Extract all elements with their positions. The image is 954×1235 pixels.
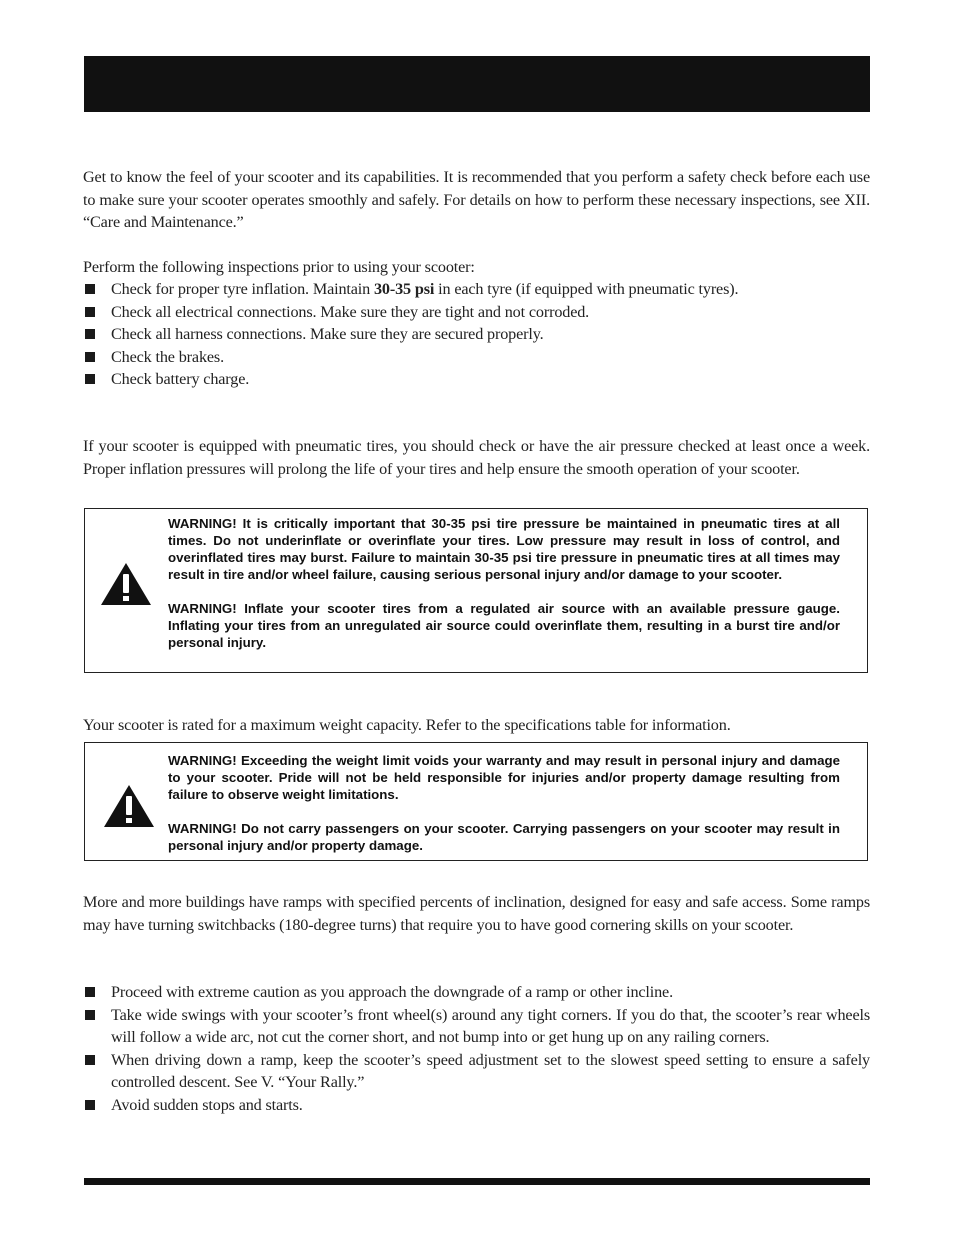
- header-bar: [84, 56, 870, 112]
- square-bullet-icon: [85, 284, 95, 294]
- list-item: Check battery charge.: [83, 368, 870, 391]
- weight-warning-text: [168, 752, 840, 854]
- warning-triangle-icon: [103, 783, 155, 829]
- square-bullet-icon: [85, 987, 95, 997]
- square-bullet-icon: [85, 352, 95, 362]
- inspection-list: [83, 278, 870, 391]
- ramps-paragraph: More and more buildings have ramps with specified percents of inclination, designed for easy and safe access. Some ramps may have turning switchbacks (180-degree turns) that require you to have good cornering skills on your scooter.: [83, 893, 870, 934]
- air-source-warning: WARNING! Inflate your scooter tires from a regulated air source with an available pressure gauge. Inflating your tires from an unregulated air source could overinflate them, resulting in a burst tire and/or personal injury.: [168, 601, 840, 650]
- passengers-warning: WARNING! Do not carry passengers on your scooter. Carrying passengers on your scooter may result in personal injury and/or property damage.: [168, 821, 840, 853]
- weight-capacity-paragraph: Your scooter is rated for a maximum weight capacity. Refer to the specifications table for information.: [83, 716, 731, 734]
- tire-pressure-paragraph: If your scooter is equipped with pneumatic tires, you should check or have the air pressure checked at least once a week. Proper inflation pressures will prolong the life of your tires and help ensure the smooth operation of your scooter.: [83, 437, 870, 478]
- list-item: Check for proper tyre inflation. Maintain 30-35 psi in each tyre (if equipped with pneumatic tyres).: [83, 278, 870, 301]
- inspections-lead: Perform the following inspections prior to using your scooter:: [83, 258, 475, 276]
- list-item: Check all electrical connections. Make sure they are tight and not corroded.: [83, 301, 870, 324]
- square-bullet-icon: [85, 329, 95, 339]
- pressure-value: 30-35 psi: [373, 280, 435, 298]
- list-item: Proceed with extreme caution as you approach the downgrade of a ramp or other incline.: [83, 981, 870, 1004]
- footer-rule: [84, 1178, 870, 1185]
- list-item: Check the brakes.: [83, 346, 870, 369]
- list-item: When driving down a ramp, keep the scooter’s speed adjustment set to the slowest speed setting to ensure a safely controlled descent. See V. “Your Rally.”: [83, 1049, 870, 1094]
- ramp-tips-list: [83, 981, 870, 1116]
- list-item: Avoid sudden stops and starts.: [83, 1094, 870, 1117]
- square-bullet-icon: [85, 374, 95, 384]
- tire-warning-box: [84, 508, 868, 673]
- square-bullet-icon: [85, 1055, 95, 1065]
- warning-triangle-icon: [100, 561, 152, 607]
- weight-limit-warning: WARNING! Exceeding the weight limit voids your warranty and may result in personal injury and damage to your scooter. Pride will not be held responsible for injuries and/or property damage resulting from failure to observe weight limitations.: [168, 753, 840, 802]
- square-bullet-icon: [85, 1100, 95, 1110]
- tire-warning-text: [168, 515, 840, 651]
- square-bullet-icon: [85, 307, 95, 317]
- tire-pressure-warning: WARNING! It is critically important that 30-35 psi tire pressure be maintained in pneumatic tires at all times. Do not underinflate or overinflate your tires. Low pressure may result in loss of control, and overinflated tires may burst. Failure to maintain 30-35 psi tire pressure in pneumatic tires at all times may result in tire and/or wheel failure, causing serious personal injury and/or damage to your scooter.: [168, 516, 840, 582]
- list-item: Check all harness connections. Make sure they are secured properly.: [83, 323, 870, 346]
- square-bullet-icon: [85, 1010, 95, 1020]
- weight-warning-box: [84, 742, 868, 861]
- list-item: Take wide swings with your scooter’s front wheel(s) around any tight corners. If you do that, the scooter’s rear wheels will follow a wide arc, not cut the corner short, and not bump into or get hung up on any railing corners.: [83, 1004, 870, 1049]
- intro-paragraph: Get to know the feel of your scooter and its capabilities. It is recommended that you perform a safety check before each use to make sure your scooter operates smoothly and safely. For details on how to perform these necessary inspections, see XII. “Care and Maintenance.”: [83, 168, 870, 231]
